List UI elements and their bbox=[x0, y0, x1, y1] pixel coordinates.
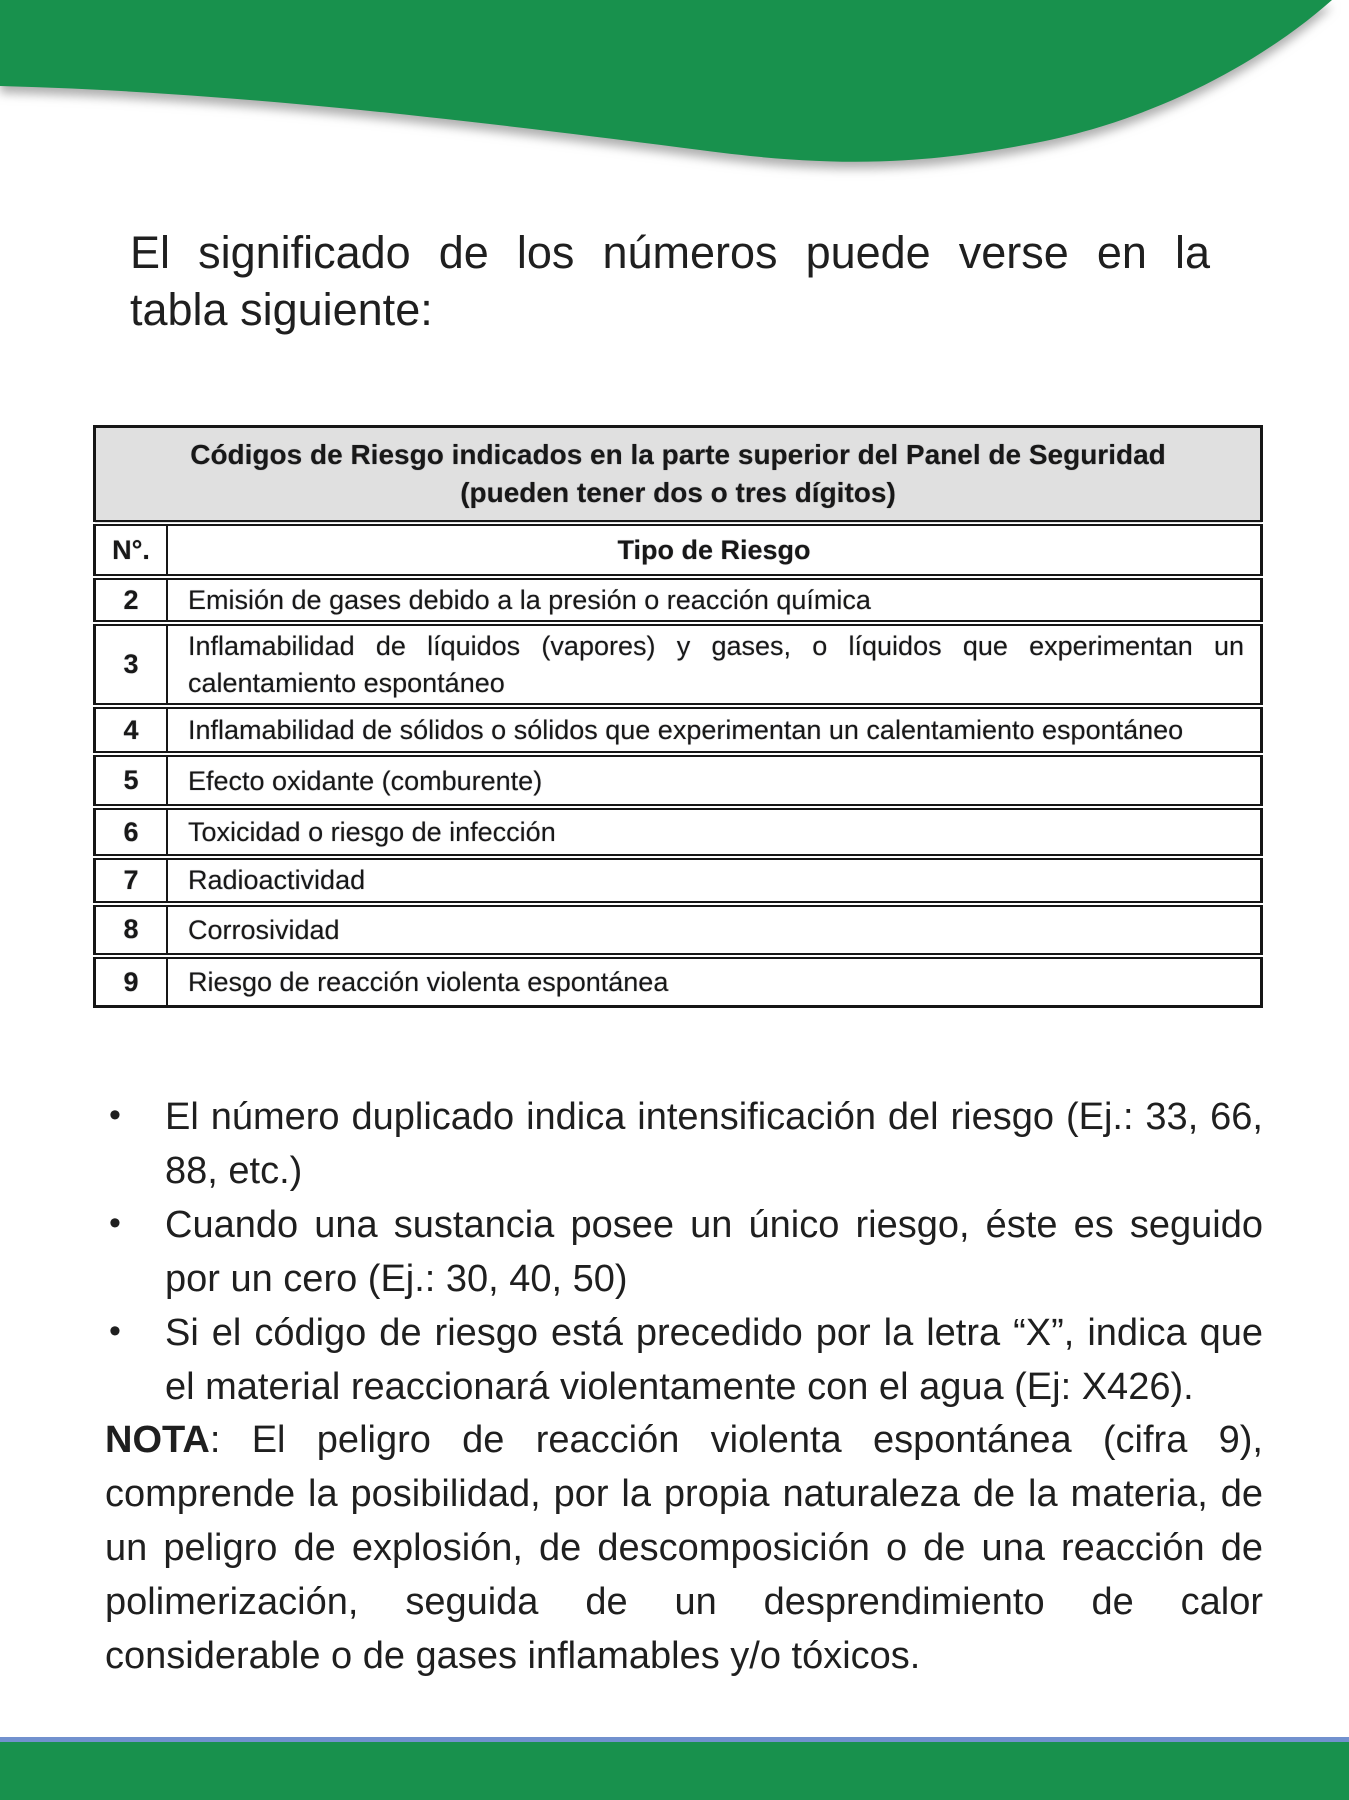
risk-type-cell: Radioactividad bbox=[167, 857, 1262, 903]
risk-type-cell: Riesgo de reacción violenta espontánea bbox=[167, 956, 1262, 1007]
risk-type-cell: Inflamabilidad de sólidos o sólidos que experimentan un calentamiento espontáneo bbox=[167, 706, 1262, 754]
bullet-text: Cuando una sustancia posee un único riesgo, éste es seguido por un cero (Ej.: 30, 40, 50) bbox=[165, 1204, 1263, 1300]
col-header-number: N°. bbox=[95, 523, 168, 577]
page-title-line2: tabla siguiente: bbox=[130, 284, 433, 335]
risk-type-cell: Toxicidad o riesgo de infección bbox=[167, 807, 1262, 857]
risk-type-cell: Efecto oxidante (comburente) bbox=[167, 754, 1262, 807]
note-text: : El peligro de reacción violenta espontánea (cifra 9), comprende la posibilidad, por la propia naturaleza de la materia, de un peligro de explosión, de descomposición o de una reacción de polimerización, seguida de un desprendimiento de calor considerable o de gases inflamables y/o tóxicos. bbox=[105, 1419, 1263, 1677]
note-label: NOTA bbox=[105, 1419, 210, 1461]
risk-number-cell: 8 bbox=[95, 904, 168, 956]
risk-codes-table bbox=[93, 425, 1263, 1008]
risk-type-cell: Corrosividad bbox=[167, 904, 1262, 956]
risk-number-cell: 5 bbox=[95, 754, 168, 807]
table-title-line2: (pueden tener dos o tres dígitos) bbox=[460, 477, 896, 508]
bullet-text: Si el código de riesgo está precedido por la letra “X”, indica que el material reaccionará violentamente con el agua (Ej: X426). bbox=[165, 1312, 1263, 1408]
table-header-row bbox=[95, 523, 1262, 577]
risk-number-cell: 7 bbox=[95, 857, 168, 903]
risk-type-cell: Inflamabilidad de líquidos (vapores) y gases, o líquidos que experimentan un calentamiento espontáneo bbox=[167, 623, 1262, 706]
risk-codes-table-wrapper bbox=[93, 425, 1263, 1008]
bullet-item bbox=[107, 1306, 1263, 1414]
table-row bbox=[95, 623, 1262, 706]
risk-number-cell: 2 bbox=[95, 577, 168, 623]
table-row bbox=[95, 904, 1262, 956]
table-row bbox=[95, 754, 1262, 807]
table-row bbox=[95, 577, 1262, 623]
bullet-item bbox=[107, 1090, 1263, 1198]
table-row bbox=[95, 807, 1262, 857]
table-row bbox=[95, 956, 1262, 1007]
page-title-line1: El significado de los números puede verse en la bbox=[130, 227, 1210, 278]
bullet-item bbox=[107, 1198, 1263, 1306]
note-paragraph bbox=[105, 1413, 1263, 1683]
risk-number-cell: 6 bbox=[95, 807, 168, 857]
notes-bullet-list bbox=[107, 1090, 1263, 1414]
bullet-text: El número duplicado indica intensificación del riesgo (Ej.: 33, 66, 88, etc.) bbox=[165, 1096, 1263, 1192]
risk-type-cell: Emisión de gases debido a la presión o reacción química bbox=[167, 577, 1262, 623]
top-wave-decoration bbox=[0, 0, 1349, 230]
col-header-type: Tipo de Riesgo bbox=[167, 523, 1262, 577]
page-title bbox=[130, 224, 1210, 338]
table-row bbox=[95, 857, 1262, 903]
table-title bbox=[95, 427, 1262, 524]
risk-number-cell: 3 bbox=[95, 623, 168, 706]
risk-number-cell: 4 bbox=[95, 706, 168, 754]
footer-bar bbox=[0, 1737, 1349, 1800]
table-row bbox=[95, 706, 1262, 754]
wave-shape bbox=[0, 0, 1332, 162]
risk-number-cell: 9 bbox=[95, 956, 168, 1007]
table-title-row bbox=[95, 427, 1262, 524]
table-title-line1: Códigos de Riesgo indicados en la parte superior del Panel de Seguridad bbox=[190, 439, 1166, 471]
